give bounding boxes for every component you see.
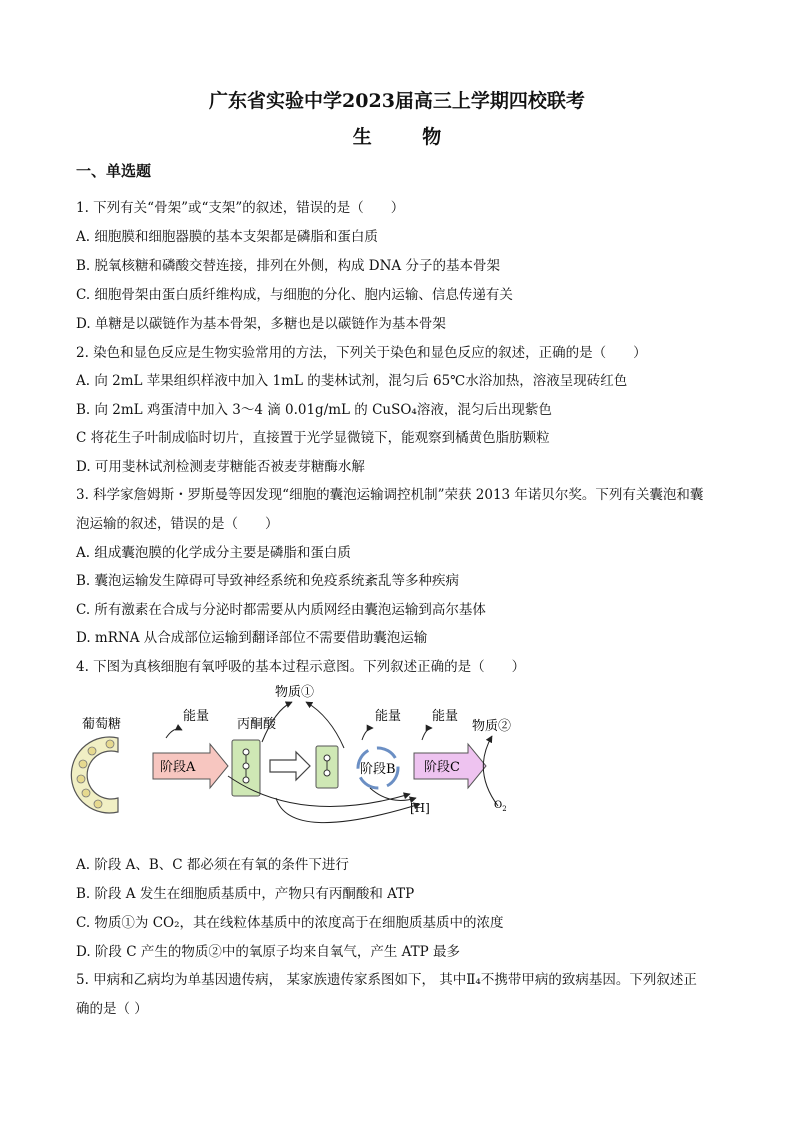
- energy-label-c: 能量: [432, 709, 459, 724]
- stage-b-label: 阶段B: [360, 762, 396, 777]
- question-3-option-b: B. 囊泡运输发生障碍可导致神经系统和免疫系统紊乱等多种疾病: [76, 573, 460, 589]
- exam-title: 广东省实验中学2023届高三上学期四校联考: [209, 90, 585, 112]
- question-1-stem: 1. 下列有关“骨架”或“支架”的叙述，错误的是（ ）: [76, 200, 405, 216]
- question-4-option-a: A. 阶段 A、B、C 都必须在有氧的条件下进行: [76, 857, 349, 873]
- respiration-diagram: [70, 676, 540, 846]
- h-label: [H]: [410, 801, 430, 815]
- question-2-option-c: C 将花生子叶制成临时切片，直接置于光学显微镜下，能观察到橘黄色脂肪颗粒: [76, 430, 550, 446]
- question-2-option-d: D. 可用斐林试剂检测麦芽糖能否被麦芽糖酶水解: [76, 459, 365, 475]
- question-4-option-b: B. 阶段 A 发生在细胞质基质中，产物只有丙酮酸和 ATP: [76, 886, 415, 902]
- oxygen-label: $O_2$: [494, 800, 507, 813]
- substance-1-label: 物质①: [275, 685, 315, 700]
- glucose-icon: [71, 737, 118, 813]
- glucose-label: 葡萄糖: [82, 717, 122, 732]
- question-4-option-d: D. 阶段 C 产生的物质②中的氧原子均来自氧气，产生 ATP 最多: [76, 944, 461, 960]
- question-3-stem-cont: 泡运输的叙述，错误的是（ ）: [76, 516, 279, 532]
- question-2-option-a: A. 向 2mL 苹果组织样液中加入 1mL 的斐林试剂，混匀后 65℃水浴加热，溶液呈现砖红色: [76, 373, 628, 389]
- section-heading: 一、单选题: [76, 162, 152, 180]
- energy-label-a: 能量: [183, 709, 210, 724]
- subject-title: 生 物: [352, 126, 464, 148]
- question-4-stem: 4. 下图为真核细胞有氧呼吸的基本过程示意图。下列叙述正确的是（ ）: [76, 659, 526, 675]
- pyruvate-label: 丙酮酸: [237, 717, 277, 732]
- question-1-option-c: C. 细胞骨架由蛋白质纤维构成，与细胞的分化、胞内运输、信息传递有关: [76, 287, 513, 303]
- substance-2-label: 物质②: [472, 719, 512, 734]
- question-4-option-c: C. 物质①为 CO₂，其在线粒体基质中的浓度高于在细胞质基质中的浓度: [76, 915, 504, 931]
- question-3-option-d: D. mRNA 从合成部位运输到翻译部位不需要借助囊泡运输: [76, 630, 428, 646]
- question-3-option-c: C. 所有激素在合成与分泌时都需要从内质网经由囊泡运输到高尔基体: [76, 602, 486, 618]
- energy-label-b: 能量: [375, 709, 402, 724]
- question-5-stem: 5. 甲病和乙病均为单基因遗传病， 某家族遗传家系图如下， 其中Ⅱ₄不携带甲病的致病基因。下列叙述正: [76, 972, 697, 988]
- stage-c-label: 阶段C: [424, 760, 460, 775]
- question-3-option-a: A. 组成囊泡膜的化学成分主要是磷脂和蛋白质: [76, 545, 351, 561]
- question-1-option-a: A. 细胞膜和细胞器膜的基本支架都是磷脂和蛋白质: [76, 229, 378, 245]
- question-2-stem: 2. 染色和显色反应是生物实验常用的方法，下列关于染色和显色反应的叙述，正确的是（ ）: [76, 345, 647, 361]
- stage-a-label: 阶段A: [160, 760, 196, 775]
- question-5-stem-cont: 确的是（ ）: [76, 1001, 148, 1017]
- question-2-option-b: B. 向 2mL 鸡蛋清中加入 3～4 滴 0.01g/mL 的 CuSO₄溶液，混匀后出现紫色: [76, 402, 552, 418]
- question-1-option-b: B. 脱氧核糖和磷酸交替连接，排列在外侧，构成 DNA 分子的基本骨架: [76, 258, 500, 274]
- question-1-option-d: D. 单糖是以碳链作为基本骨架，多糖也是以碳链作为基本骨架: [76, 316, 446, 332]
- question-3-stem: 3. 科学家詹姆斯・罗斯曼等因发现“细胞的囊泡运输调控机制”荣获 2013 年诺贝尔奖。下列有关囊泡和囊: [76, 487, 704, 503]
